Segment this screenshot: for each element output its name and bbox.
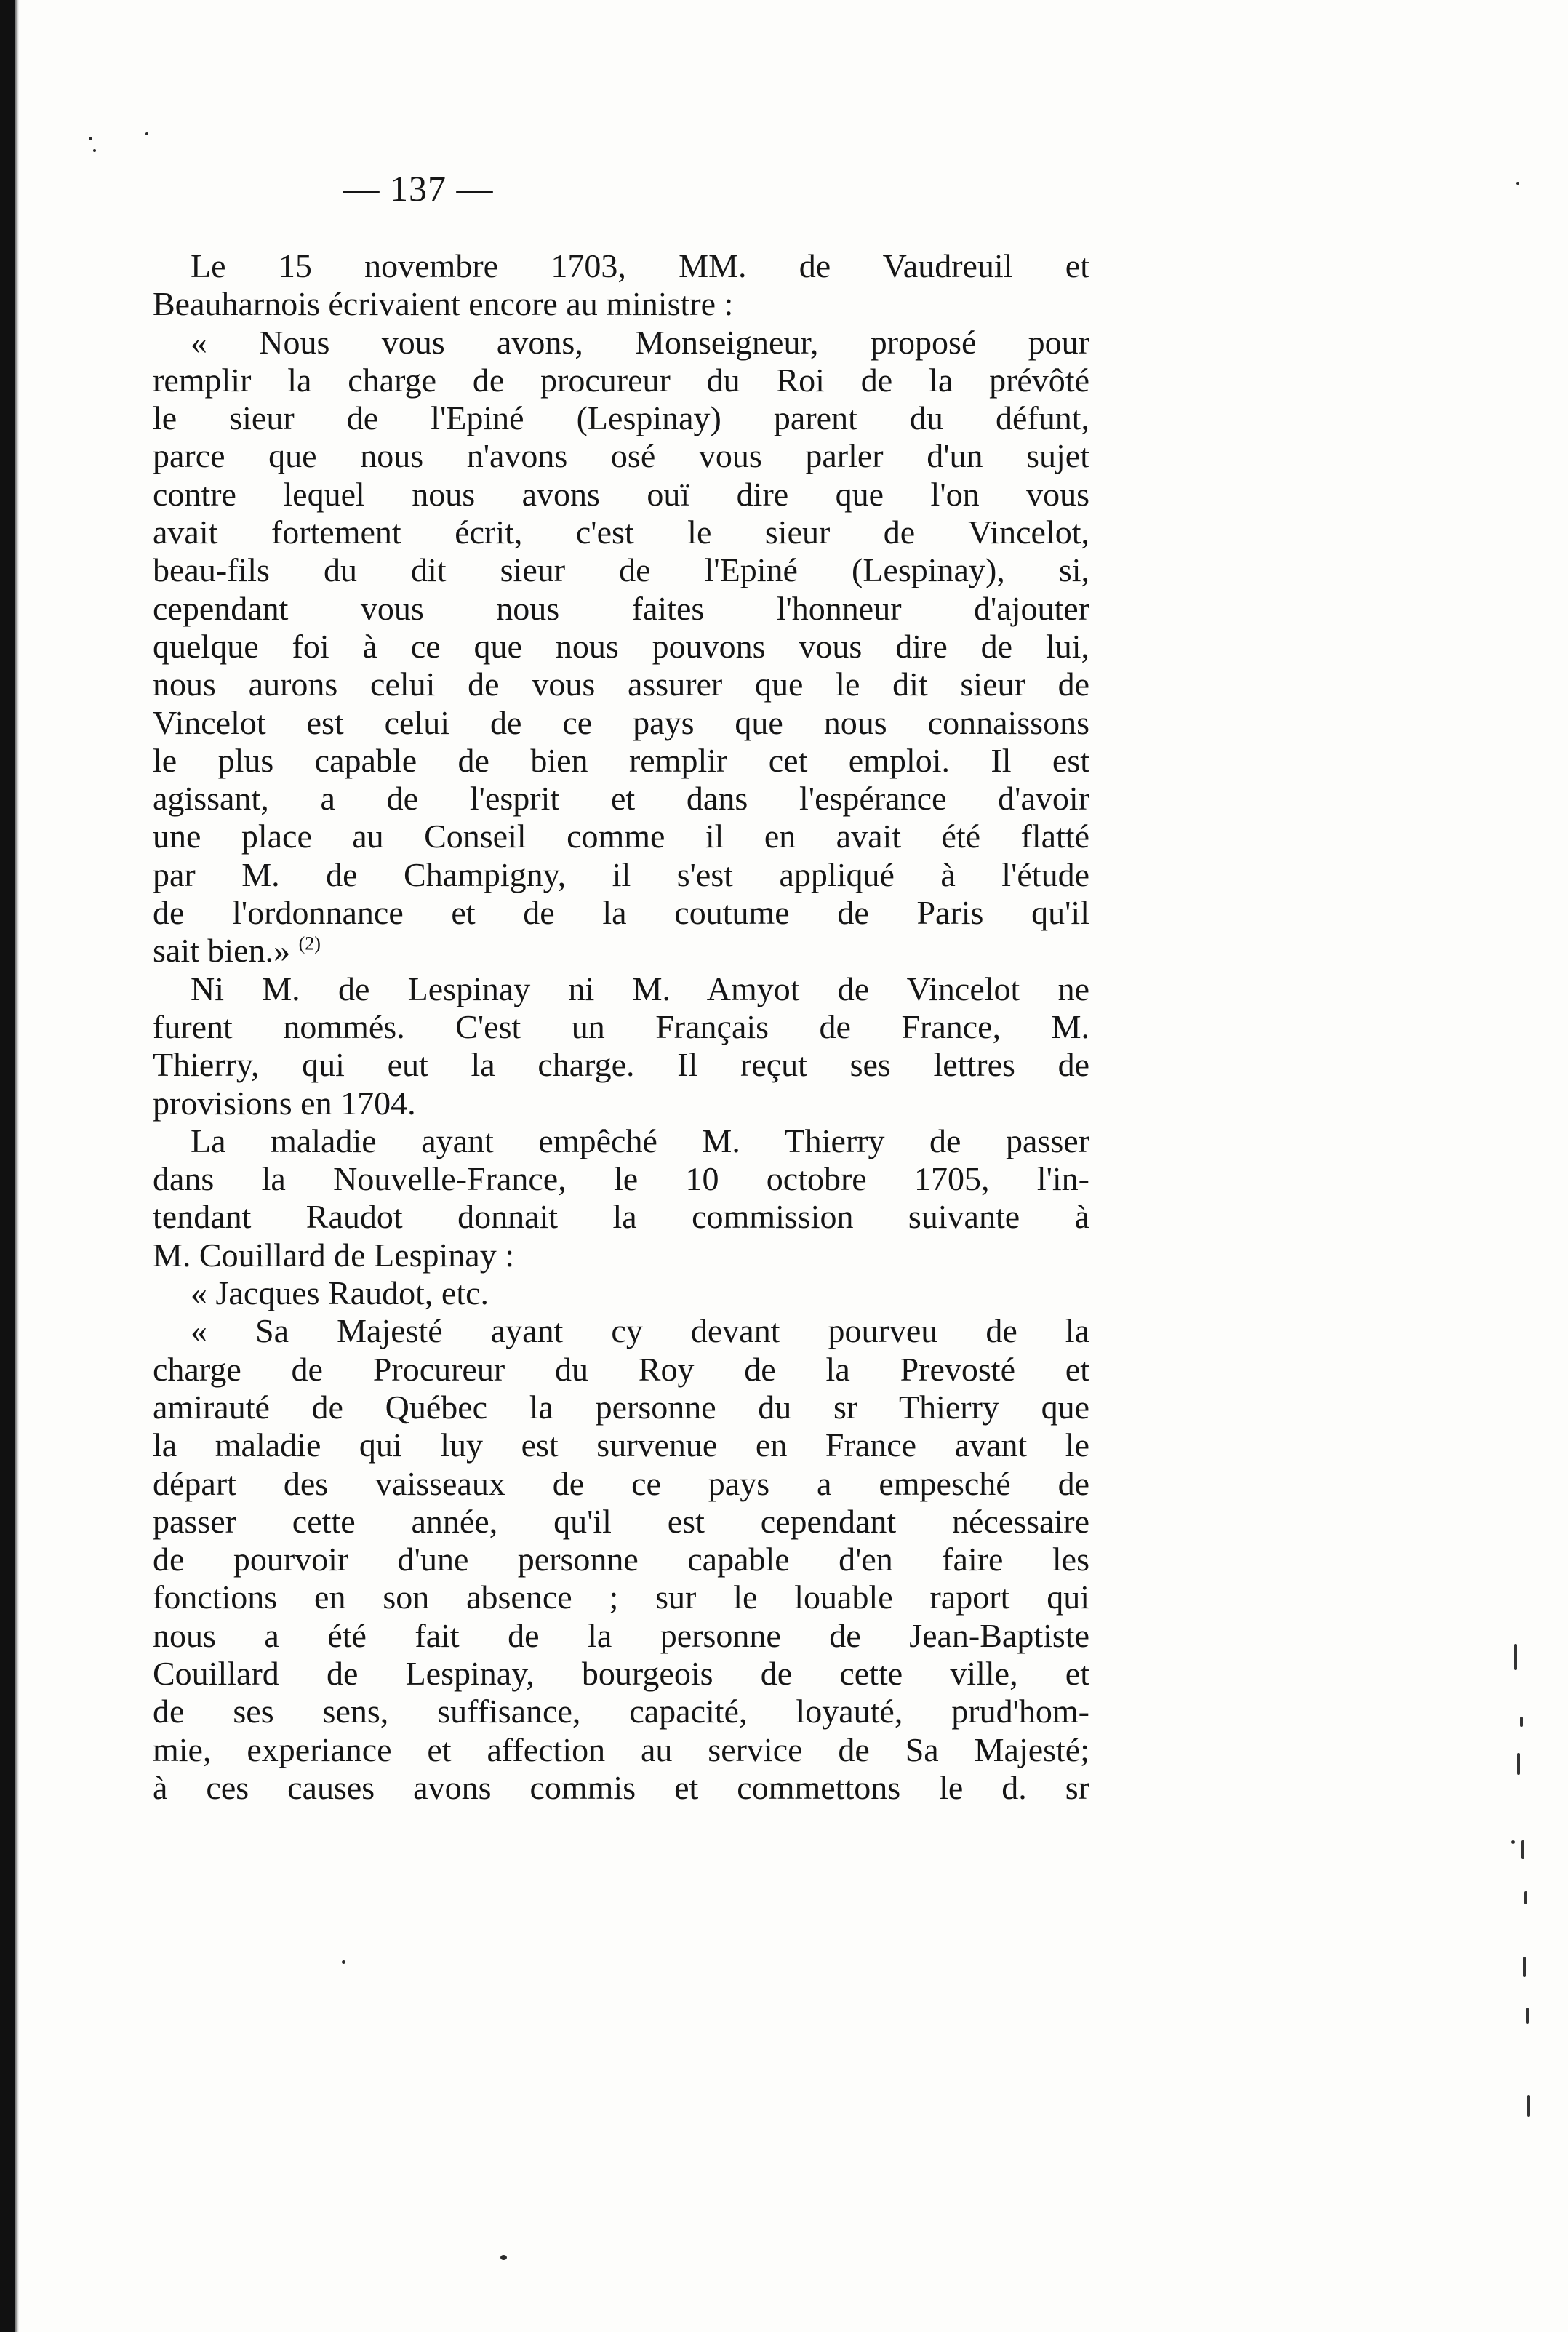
text-line bbox=[153, 894, 1089, 932]
text-line bbox=[153, 1046, 1089, 1084]
scan-speck bbox=[145, 132, 148, 135]
text-line bbox=[153, 1312, 1089, 1350]
text-line bbox=[153, 399, 1089, 437]
text-line bbox=[153, 628, 1089, 666]
text-line bbox=[153, 324, 1089, 362]
text-line bbox=[153, 818, 1089, 855]
text-line-content: agissant, a de l'esprit et dans l'espérance d'avoir bbox=[153, 780, 1089, 818]
text-line bbox=[153, 1085, 1089, 1122]
text-line bbox=[153, 437, 1089, 475]
text-line bbox=[153, 780, 1089, 818]
text-line bbox=[153, 1617, 1089, 1655]
text-line-content: contre lequel nous avons ouï dire que l'on vous bbox=[153, 475, 1089, 513]
text-line bbox=[153, 1503, 1089, 1541]
text-line-content: passer cette année, qu'il est cependant nécessaire bbox=[153, 1502, 1089, 1540]
text-line-content: amirauté de Québec la personne du sr Thierry que bbox=[153, 1388, 1089, 1426]
text-line bbox=[153, 742, 1089, 780]
text-line bbox=[153, 704, 1089, 742]
margin-mark bbox=[1523, 1957, 1526, 1977]
text-line-content: provisions en 1704. bbox=[153, 1084, 416, 1122]
text-line bbox=[153, 1426, 1089, 1464]
text-line-content: Le 15 novembre 1703, MM. de Vaudreuil et bbox=[191, 247, 1089, 284]
text-line bbox=[153, 1655, 1089, 1693]
text-line-content: cependant vous nous faites l'honneur d'ajouter bbox=[153, 589, 1089, 627]
margin-mark bbox=[1524, 1891, 1527, 1904]
text-line bbox=[153, 1122, 1089, 1160]
text-line-content: Beauharnois écrivaient encore au ministre : bbox=[153, 285, 734, 323]
margin-mark bbox=[1526, 2008, 1529, 2024]
text-line bbox=[153, 1731, 1089, 1769]
text-line bbox=[153, 285, 1089, 323]
text-line-content: la maladie qui luy est survenue en France avant le bbox=[153, 1426, 1089, 1464]
text-line bbox=[153, 1465, 1089, 1503]
margin-mark bbox=[1517, 1753, 1520, 1775]
text-line-content: Ni M. de Lespinay ni M. Amyot de Vincelot ne bbox=[191, 970, 1089, 1007]
page-number: — 137 — bbox=[343, 168, 494, 209]
text-line-content: « Nous vous avons, Monseigneur, proposé pour bbox=[191, 323, 1089, 361]
scan-speck bbox=[500, 2255, 507, 2260]
text-line-content: départ des vaisseaux de ce pays a empesché de bbox=[153, 1464, 1089, 1502]
body-text bbox=[153, 247, 1089, 1807]
text-line-content: à ces causes avons commis et commettons le d. sr bbox=[153, 1768, 1089, 1806]
text-line bbox=[153, 1008, 1089, 1046]
text-line bbox=[153, 932, 1089, 970]
text-line bbox=[153, 1160, 1089, 1198]
text-line bbox=[153, 476, 1089, 514]
footnote-marker: (2) bbox=[298, 933, 321, 955]
text-line-content: quelque foi à ce que nous pouvons vous dire de lui, bbox=[153, 627, 1089, 665]
binding-edge bbox=[0, 0, 15, 2332]
text-line-content: Thierry, qui eut la charge. Il reçut ses lettres de bbox=[153, 1046, 1089, 1084]
text-line-content: une place au Conseil comme il en avait été flatté bbox=[153, 818, 1089, 855]
text-line-content: tendant Raudot donnait la commission suivante à bbox=[153, 1198, 1089, 1236]
text-line-content: de pourvoir d'une personne capable d'en faire les bbox=[153, 1541, 1089, 1578]
text-line-content: nous a été fait de la personne de Jean-Baptiste bbox=[153, 1616, 1089, 1654]
scan-speck bbox=[1516, 182, 1519, 185]
text-line-content: « Jacques Raudot, etc. bbox=[191, 1274, 489, 1312]
margin-mark bbox=[1521, 1840, 1524, 1859]
text-line bbox=[153, 1578, 1089, 1616]
text-line-content: fonctions en son absence ; sur le louable raport qui bbox=[153, 1578, 1089, 1616]
text-line bbox=[153, 970, 1089, 1008]
text-line bbox=[153, 1769, 1089, 1807]
text-line-content: parce que nous n'avons osé vous parler d'un sujet bbox=[153, 437, 1089, 475]
text-line-content: le plus capable de bien remplir cet emploi. Il est bbox=[153, 741, 1089, 779]
text-line bbox=[153, 551, 1089, 589]
text-line-content: nous aurons celui de vous assurer que le dit sieur de bbox=[153, 666, 1089, 703]
text-line bbox=[153, 514, 1089, 551]
text-line-content: avait fortement écrit, c'est le sieur de Vincelot, bbox=[153, 514, 1089, 551]
text-line bbox=[153, 666, 1089, 703]
scan-speck bbox=[93, 149, 96, 152]
text-line-content: le sieur de l'Epiné (Lespinay) parent du défunt, bbox=[153, 399, 1089, 437]
text-line bbox=[153, 1541, 1089, 1578]
text-line bbox=[153, 247, 1089, 285]
text-line-content: Vincelot est celui de ce pays que nous connaissons bbox=[153, 703, 1089, 741]
text-line-content: M. Couillard de Lespinay : bbox=[153, 1236, 514, 1274]
text-line bbox=[153, 1198, 1089, 1236]
text-line-content: charge de Procureur du Roy de la Prevosté et bbox=[153, 1350, 1089, 1388]
text-line-content: beau-fils du dit sieur de l'Epiné (Lespinay), si, bbox=[153, 551, 1089, 589]
text-line bbox=[153, 1274, 1089, 1312]
text-line-content: Couillard de Lespinay, bourgeois de cette ville, et bbox=[153, 1654, 1089, 1692]
text-line bbox=[153, 856, 1089, 894]
text-line-content: de l'ordonnance et de la coutume de Paris qu'il bbox=[153, 894, 1089, 932]
scan-speck bbox=[342, 1960, 345, 1964]
text-line-content: mie, experiance et affection au service de Sa Majesté; bbox=[153, 1730, 1089, 1768]
text-line-content: furent nommés. C'est un Français de France, M. bbox=[153, 1007, 1089, 1045]
text-line-content: « Sa Majesté ayant cy devant pourveu de la bbox=[191, 1312, 1089, 1350]
text-line-content: La maladie ayant empêché M. Thierry de passer bbox=[191, 1122, 1089, 1159]
margin-mark bbox=[1514, 1644, 1517, 1670]
text-line bbox=[153, 362, 1089, 399]
text-line-content: sait bien.» bbox=[153, 932, 291, 970]
margin-mark bbox=[1527, 2095, 1530, 2117]
text-line bbox=[153, 1237, 1089, 1274]
text-line-content: par M. de Champigny, il s'est appliqué à l'étude bbox=[153, 855, 1089, 893]
scan-speck bbox=[89, 137, 92, 140]
text-line-content: de ses sens, suffisance, capacité, loyauté, prud'hom- bbox=[153, 1693, 1089, 1730]
text-line-content: remplir la charge de procureur du Roi de la prévôté bbox=[153, 361, 1089, 399]
text-line bbox=[153, 1389, 1089, 1426]
text-line bbox=[153, 590, 1089, 628]
text-line bbox=[153, 1351, 1089, 1389]
margin-mark bbox=[1520, 1717, 1523, 1727]
text-line bbox=[153, 1693, 1089, 1730]
text-line-content: dans la Nouvelle-France, le 10 octobre 1705, l'in- bbox=[153, 1160, 1089, 1198]
scan-speck bbox=[1511, 1840, 1515, 1844]
